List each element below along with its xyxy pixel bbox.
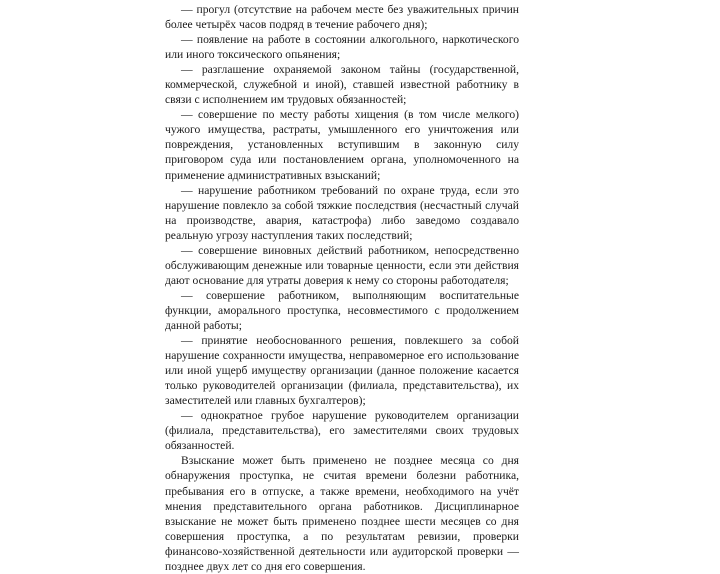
- paragraph-intoxication: — появление на работе в состоянии алкогольного, наркотического или иного токсического опьянения;: [165, 33, 519, 62]
- paragraph-immoral-act: — совершение работником, выполняющим воспитательные функции, аморального проступка, несовместимого с продолжением данной работы;: [165, 288, 519, 332]
- paragraph-loss-of-trust: — совершение виновных действий работником, непосредственно обслуживающим денежные или товарные ценности, если эти действия дают основание для утраты доверия к нему со стороны работодателя;: [165, 243, 519, 287]
- document-page: [165, 2, 519, 574]
- paragraph-penalty-terms: Взыскание может быть применено не позднее месяца со дня обнаружения проступка, не считая времени болезни работника, пребывания его в отпуске, а также времени, необходимого на учёт мнения представительного органа работников. Дисциплинарное взыскание не может быть применено позднее шести месяцев со дня совершения проступка, а по результатам ревизии, проверки финансово-хозяйственной деятельности или аудиторской проверки — позднее двух лет со дня его совершения.: [165, 454, 519, 573]
- paragraph-theft: — совершение по месту работы хищения (в том числе мелкого) чужого имущества, растраты, умышленного его уничтожения или повреждения, установленных вступившим в законную силу приговором суда или постановлением органа, уполномоченного на применение административных взысканий;: [165, 108, 519, 182]
- paragraph-absence: — прогул (отсутствие на рабочем месте без уважительных причин более четырёх часов подряд в течение рабочего дня);: [165, 3, 519, 32]
- paragraph-safety-violation: — нарушение работником требований по охране труда, если это нарушение повлекло за собой тяжкие последствия (несчастный случай на производстве, авария, катастрофа) либо заведомо создавало реальную угрозу наступления таких последствий;: [165, 183, 519, 242]
- paragraph-secret-disclosure: — разглашение охраняемой законом тайны (государственной, коммерческой, служебной и иной), ставшей известной работнику в связи с исполнением им трудовых обязанностей;: [165, 63, 519, 107]
- paragraph-gross-violation: — однократное грубое нарушение руководителем организации (филиала, представительства), его заместителями своих трудовых обязанностей.: [165, 409, 519, 453]
- paragraph-unjustified-decision: — принятие необоснованного решения, повлекшего за собой нарушение сохранности имущества, неправомерное его использование или иной ущерб имуществу организации (данное положение касается только руководителей организации (филиала, представительства), их заместителей или главных бухгалтеров);: [165, 334, 519, 408]
